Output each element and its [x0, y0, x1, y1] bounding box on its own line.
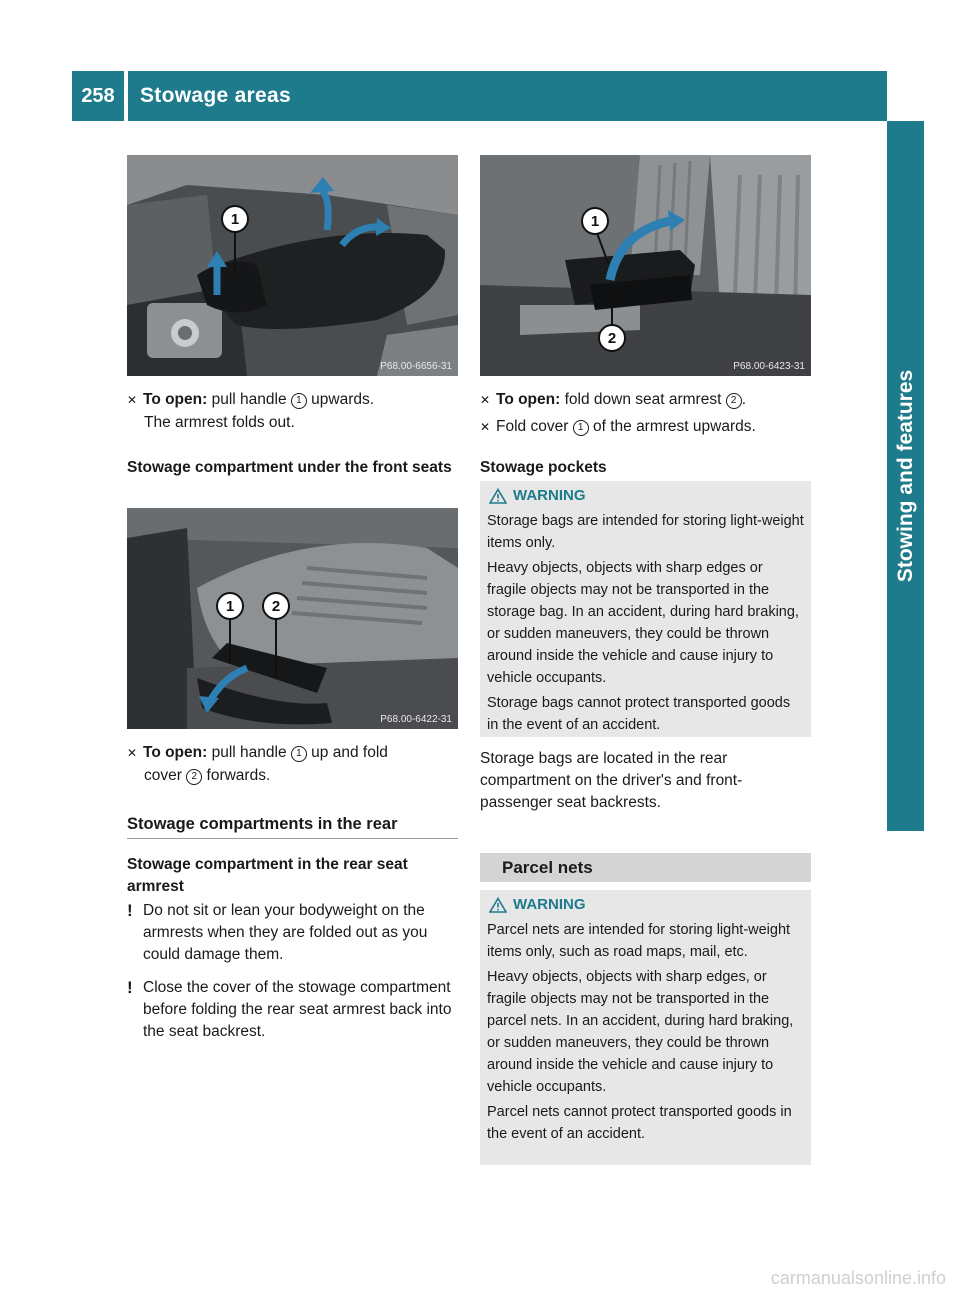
heading-under-front-seats: Stowage compartment under the front seats [127, 459, 452, 476]
pockets-description: Storage bags are located in the rear compartment on the driver's and front-passenger seat backrests. [480, 750, 743, 811]
callout-2-icon: 2 [186, 769, 202, 785]
step-arrow-icon: ✕ [480, 393, 491, 407]
image-caption: P68.00-6423-31 [733, 361, 805, 372]
svg-text:2: 2 [607, 330, 617, 347]
svg-text:1: 1 [225, 598, 235, 615]
callout-1-icon: 1 [291, 746, 307, 762]
section-rule [127, 838, 458, 839]
step-open-armrest: ✕ To open: pull handle 1 upwards. [127, 389, 462, 411]
warning-box-parcel-nets [480, 890, 811, 1165]
warning-box-storage-bags [480, 481, 811, 737]
svg-text:2: 2 [271, 598, 281, 615]
warning-text: Heavy objects, objects with sharp edges, or fragile objects may not be transported in the parcel nets. In an accident, during hard braking, or sudden maneuvers, they could be thrown around inside the vehicle and cause injury to vehicle occupants. [487, 969, 794, 1095]
exclamation-icon: ! [127, 901, 133, 920]
section-title-parcel-nets: Parcel nets [502, 857, 593, 877]
svg-text:1: 1 [230, 211, 240, 228]
warning-text: Storage bags are intended for storing light-weight items only. [487, 513, 804, 551]
warning-text: Heavy objects, objects with sharp edges or fragile objects may not be transported in the storage bag. In an accident, during hard braking, or sudden maneuvers, they could be thrown around inside the vehicle and cause injury to vehicle occupants. [487, 560, 799, 686]
warning-title: WARNING [487, 485, 804, 507]
step-result-text: The armrest folds out. [144, 414, 295, 431]
warning-text: Parcel nets cannot protect transported goods in the event of an accident. [487, 1104, 792, 1142]
section-bar-parcel-nets [480, 853, 811, 882]
step-open-under-seat-line2: cover 2 forwards. [144, 767, 271, 784]
chapter-tab-label-wrap [887, 121, 924, 831]
callout-2-icon: 2 [726, 393, 742, 409]
header-divider [124, 71, 128, 121]
step-arrow-icon: ✕ [127, 746, 138, 760]
section-heading-rear: Stowage compartments in the rear [127, 815, 398, 833]
image-caption: P68.00-6656-31 [380, 361, 452, 372]
warning-text: Parcel nets are intended for storing light-weight items only, such as road maps, mail, etc. [487, 922, 791, 960]
step-open-under-seat: ✕ To open: pull handle 1 up and fold [127, 742, 462, 764]
rear-armrest-photo [480, 155, 811, 376]
step-fold-cover: ✕ Fold cover 1 of the armrest upwards. [480, 416, 815, 438]
warning-title: WARNING [487, 894, 804, 916]
page-title: Stowage areas [140, 84, 291, 107]
step-arrow-icon: ✕ [480, 420, 491, 434]
rear-armrest-illustration [480, 155, 811, 376]
under-seat-photo [127, 508, 458, 729]
image-caption: P68.00-6422-31 [380, 714, 452, 725]
front-armrest-photo [127, 155, 458, 376]
heading-stowage-pockets: Stowage pockets [480, 459, 607, 476]
step-fold-down-armrest: ✕ To open: fold down seat armrest 2 . [480, 389, 815, 411]
note-do-not-sit: ! Do not sit or lean your bodyweight on the armrests when they are folded out as you could damage them. [127, 900, 462, 966]
svg-text:1: 1 [590, 213, 600, 230]
note-close-cover: ! Close the cover of the stowage compartment before folding the rear seat armrest back into the seat backrest. [127, 977, 462, 1043]
callout-1-icon: 1 [291, 393, 307, 409]
step-arrow-icon: ✕ [127, 393, 138, 407]
heading-rear-armrest: Stowage compartment in the rear seat armrest [127, 856, 408, 895]
watermark: carmanualsonline.info [770, 1268, 946, 1288]
warning-text: Storage bags cannot protect transported goods in the event of an accident. [487, 695, 791, 733]
callout-1-icon: 1 [573, 420, 589, 436]
exclamation-icon: ! [127, 978, 133, 997]
warning-triangle-icon [489, 897, 507, 913]
front-armrest-illustration [127, 155, 458, 376]
warning-triangle-icon [489, 488, 507, 504]
under-seat-illustration [127, 508, 458, 729]
page-number: 258 [81, 84, 115, 107]
chapter-tab-label: Stowing and features [893, 369, 917, 583]
